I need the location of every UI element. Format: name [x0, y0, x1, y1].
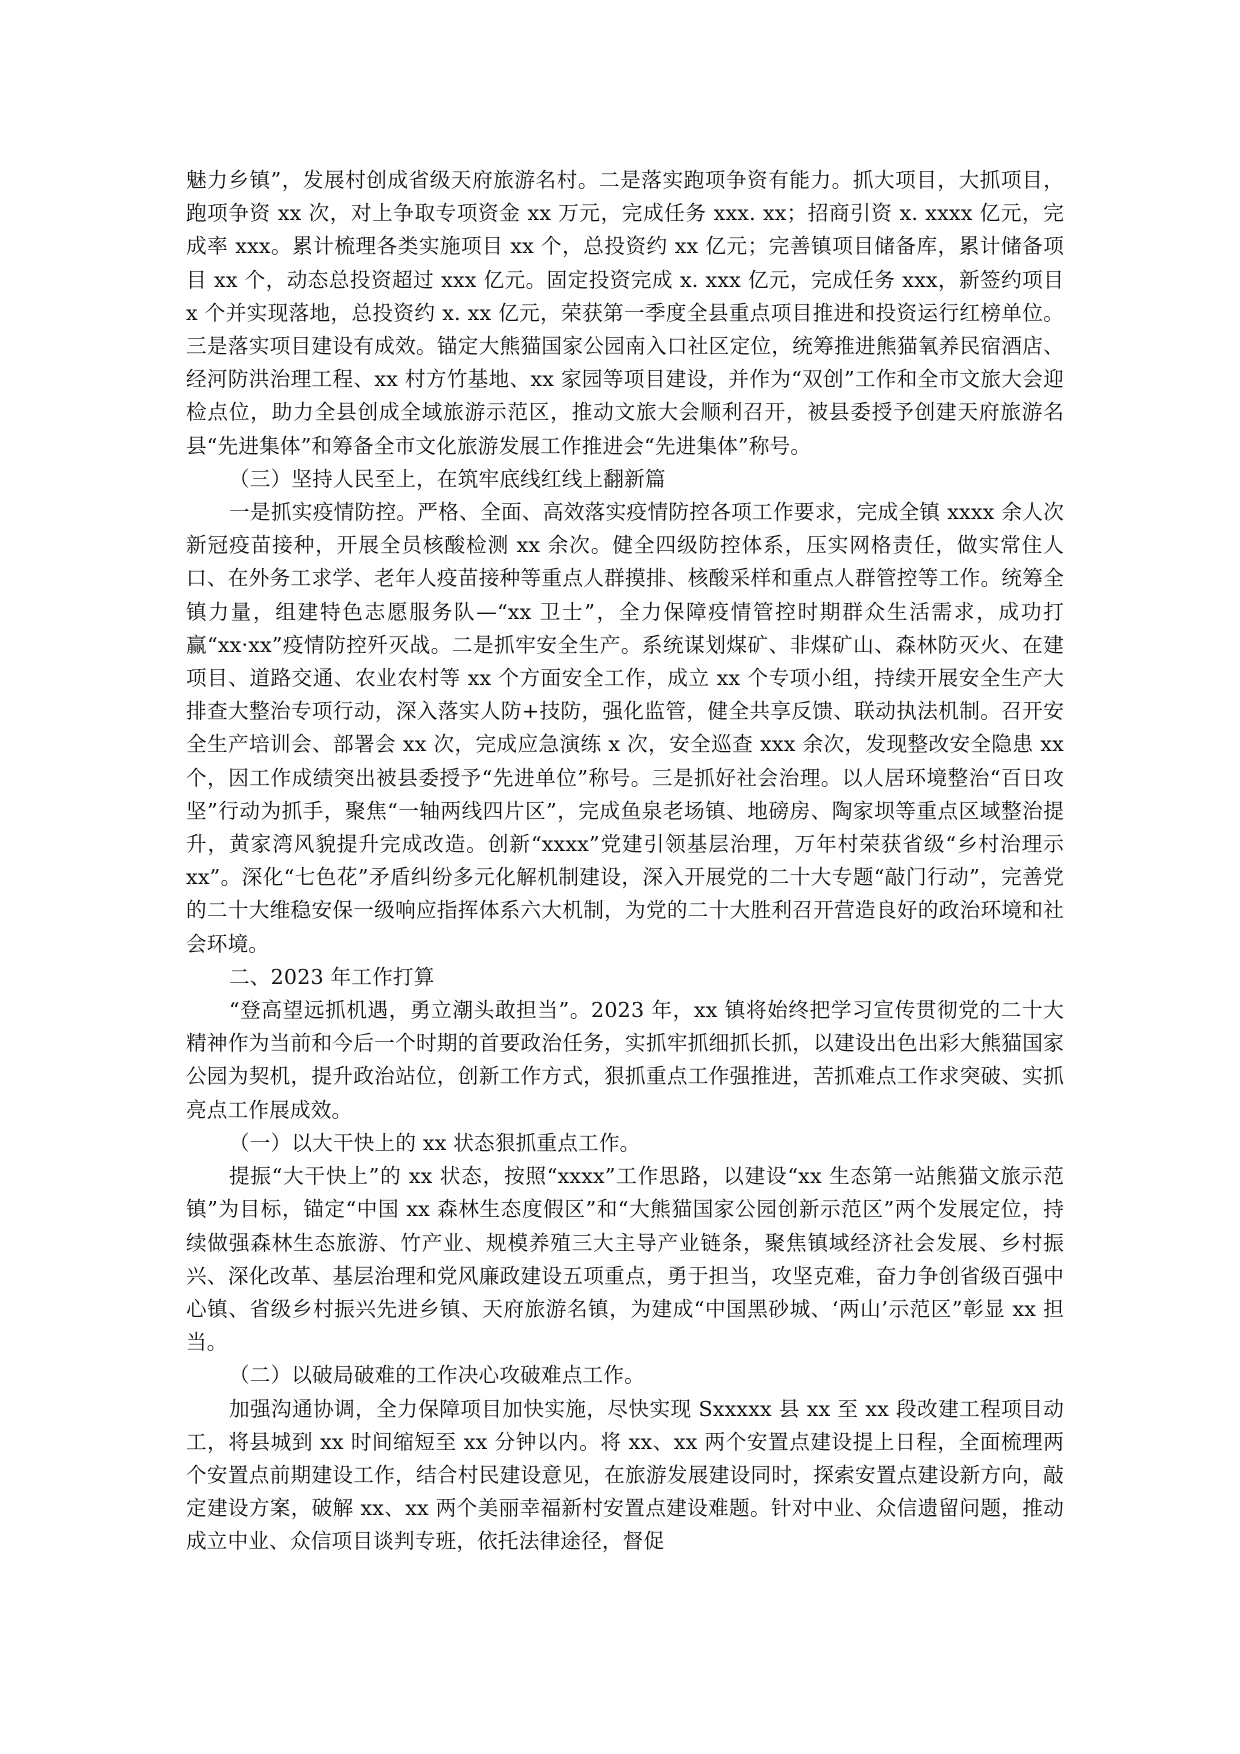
section-heading: （三）坚持人民至上，在筑牢底线红线上翻新篇	[229, 466, 666, 491]
body-paragraph: 一是抓实疫情防控。严格、全面、高效落实疫情防控各项工作要求，完成全镇 xxxx 余人次新冠疫苗接种，开展全员核酸检测 xx 余次。健全四级防控体系，压实网格责任，做实常住人口、在外务工求学、老年人疫苗接种等重点人群摸排、核酸采样和重点人群管控等工作。统筹全镇力量，组建特色志愿服务队—“xx 卫士”，全力保障疫情管控时期群众生活需求，成功打赢“xx·xx”疫情防控歼灭战。二是抓牢安全生产。系统谋划煤矿、非煤矿山、森林防灭火、在建项目、道路交通、农业农村等 xx 个方面安全工作，成立 xx 个专项小组，持续开展安全生产大排查大整治专项行动，深入落实人防+技防，强化监管，健全共享反馈、联动执法机制。召开安全生产培训会、部署会 xx 次，完成应急演练 x 次，安全巡查 xxx 余次，发现整改安全隐患 xx 个，因工作成绩突出被县委授予“先进单位”称号。三是抓好社会治理。以人居环境整治“百日攻坚”行动为抓手，聚焦“一轴两线四片区”，完成鱼泉老场镇、地磅房、陶家坝等重点区域整治提升，黄家湾风貌提升完成改造。创新“xxxx”党建引领基层治理，万年村荣获省级“乡村治理示 xx”。深化“七色花”矛盾纠纷多元化解机制建设，深入开展党的二十大专题“敲门行动”，完善党的二十大维稳安保一级响应指挥体系六大机制，为党的二十大胜利召开营造良好的政治环境和社会环境。	[186, 500, 1064, 956]
section-heading: （一）以大干快上的 xx 状态狠抓重点工作。	[229, 1130, 641, 1155]
section-heading: 二、2023 年工作打算	[229, 964, 435, 989]
body-paragraph: “登高望远抓机遇，勇立潮头敢担当”。2023 年，xx 镇将始终把学习宣传贯彻党的二十大精神作为当前和今后一个时期的首要政治任务，实抓牢抓细抓长抓，以建设出色出彩大熊猫国家公园为契机，提升政治站位，创新工作方式，狠抓重点工作强推进，苦抓难点工作求突破、实抓亮点工作展成效。	[186, 998, 1064, 1122]
section-heading: （二）以破局破难的工作决心攻破难点工作。	[229, 1363, 645, 1388]
body-paragraph: 加强沟通协调，全力保障项目加快实施，尽快实现 Sxxxxx 县 xx 至 xx 段改建工程项目动工，将县城到 xx 时间缩短至 xx 分钟以内。将 xx、xx 两个安置点建设提上日程，全面梳理两个安置点前期建设工作，结合村民建设意见，在旅游发展建设同时，探索安置点建设新方向，敲定建设方案，破解 xx、xx 两个美丽幸福新村安置点建设难题。针对中业、众信遗留问题，推动成立中业、众信项目谈判专班，依托法律途径，督促	[186, 1396, 1064, 1554]
body-paragraph: 魅力乡镇”，发展村创成省级天府旅游名村。二是落实跑项争资有能力。抓大项目，大抓项目，跑项争资 xx 次，对上争取专项资金 xx 万元，完成任务 xxx. xx；招商引资 x. xxxx 亿元，完成率 xxx。累计梳理各类实施项目 xx 个，总投资约 xx 亿元；完善镇项目储备库，累计储备项目 xx 个，动态总投资超过 xxx 亿元。固定投资完成 x. xxx 亿元，完成任务 xxx，新签约项目 x 个并实现落地，总投资约 x. xx 亿元，荣获第一季度全县重点项目推进和投资运行红榜单位。三是落实项目建设有成效。锚定大熊猫国家公园南入口社区定位，统筹推进熊猫氧养民宿酒店、经河防洪治理工程、xx 村方竹基地、xx 家园等项目建设，并作为“双创”工作和全市文旅大会迎检点位，助力全县创成全域旅游示范区，推动文旅大会顺利召开，被县委授予创建天府旅游名县“先进集体”和筹备全市文化旅游发展工作推进会“先进集体”称号。	[186, 168, 1064, 458]
document-body	[186, 164, 1064, 1559]
body-paragraph: 提振“大干快上”的 xx 状态，按照“xxxx”工作思路，以建设“xx 生态第一站熊猫文旅示范镇”为目标，锚定“中国 xx 森林生态度假区”和“大熊猫国家公园创新示范区”两个发展定位，持续做强森林生态旅游、竹产业、规模养殖三大主导产业链条，聚焦镇域经济社会发展、乡村振兴、深化改革、基层治理和党风廉政建设五项重点，勇于担当，攻坚克难，奋力争创省级百强中心镇、省级乡村振兴先进乡镇、天府旅游名镇，为建成“中国黑砂城、‘两山’示范区”彰显 xx 担当。	[186, 1164, 1064, 1355]
